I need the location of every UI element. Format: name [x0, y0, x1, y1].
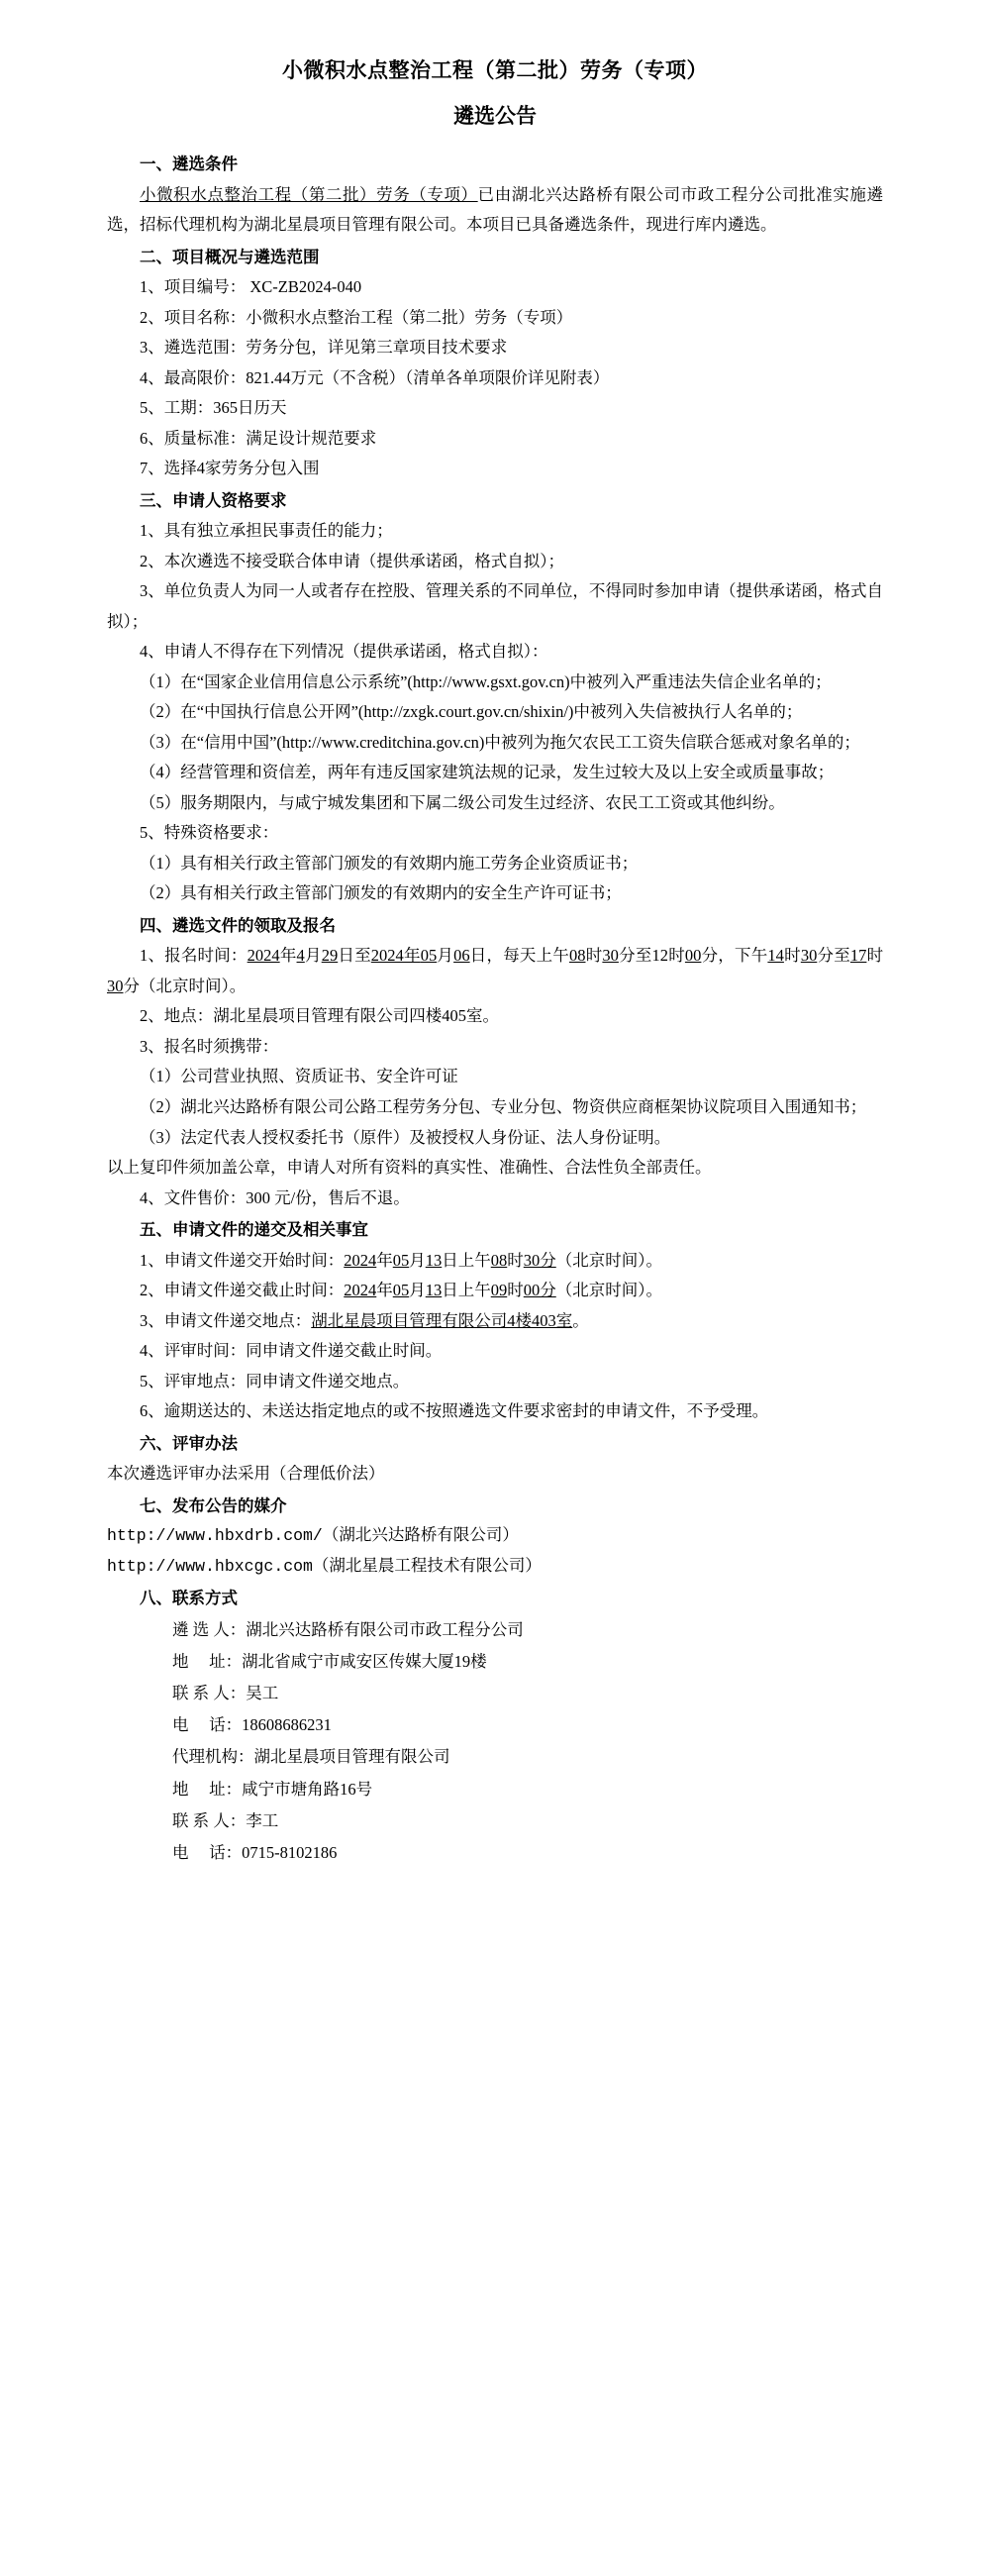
reg-t1: 年 [279, 946, 297, 966]
section-3-item-4: 4、申请人不得存在下列情况（提供承诺函，格式自拟）： [140, 642, 548, 662]
contact-row [107, 1805, 883, 1837]
reg-am-hour: 08 [569, 946, 586, 966]
start-prefix: 1、申请文件递交开始时间： [140, 1250, 345, 1270]
section-5-submission-place [107, 1306, 883, 1337]
section-2-item-2: 2、项目名称：小微积水点整治工程（第二批）劳务（专项） [140, 307, 573, 327]
section-3-sub-item-4: （4）经营管理和资信差，两年有违反国家建筑法规的记录，发生过较大及以上安全或质量事故； [140, 763, 835, 782]
section-5-item-6: 6、逾期送达的、未送达指定地点的或不按照遴选文件要求密封的申请文件，不予受理。 [140, 1401, 769, 1421]
contact-row [107, 1709, 883, 1741]
section-2-heading: 二、项目概况与遴选范围 [140, 247, 320, 266]
reg-pm-end-hour: 17 [849, 946, 867, 966]
place-address: 湖北星晨项目管理有限公司4楼403室 [311, 1310, 573, 1330]
contact-value: 0715-8102186 [242, 1842, 338, 1862]
reg-day: 29 [321, 946, 339, 966]
page-title-line1: 小微积水点整治工程（第二批）劳务（专项） [282, 58, 708, 82]
reg-t6: 日，每天上午 [469, 946, 569, 966]
section-1-heading: 一、遴选条件 [140, 155, 238, 173]
reg-year: 2024 [247, 946, 280, 966]
start-t3: 日上午 [442, 1250, 491, 1270]
reg-t2: 月 [304, 946, 322, 966]
reg-end-year: 2024年 [370, 946, 421, 966]
contact-label: 地 址： [172, 1651, 243, 1671]
end-t3: 日上午 [442, 1281, 491, 1300]
contact-row [107, 1678, 883, 1709]
contact-row [107, 1741, 883, 1773]
contact-value: 湖北星晨项目管理有限公司 [253, 1747, 450, 1767]
end-t1: 年 [376, 1281, 393, 1300]
contact-label: 联 系 人： [172, 1810, 247, 1830]
page-title-line2: 遴选公告 [453, 103, 537, 128]
section-4-note: 以上复印件须加盖公章，申请人对所有资料的真实性、准确性、合法性负全部责任。 [107, 1158, 712, 1178]
media-url-2: http://www.hbxcgc.com（湖北星晨工程技术有限公司） [107, 1556, 542, 1576]
section-2-item-6: 6、质量标准：满足设计规范要求 [140, 428, 377, 448]
start-day: 13 [425, 1250, 443, 1270]
reg-t14: 分（北京时间）。 [123, 976, 247, 995]
section-4-heading: 四、遴选文件的领取及报名 [140, 915, 336, 935]
section-4-item-3: 3、报名时须携带： [140, 1036, 279, 1056]
contact-value: 湖北兴达路桥有限公司市政工程分公司 [246, 1619, 524, 1639]
section-8-heading: 八、联系方式 [140, 1589, 238, 1608]
place-prefix: 3、申请文件递交地点： [140, 1310, 312, 1330]
contact-value: 咸宁市塘角路16号 [242, 1779, 373, 1799]
section-5-item-5: 5、评审地点：同申请文件递交地点。 [140, 1371, 410, 1391]
section-4-registration-time [107, 941, 883, 1001]
contact-row [107, 1614, 883, 1646]
section-5-submission-deadline [107, 1276, 883, 1306]
media-url-1: http://www.hbxdrb.com/（湖北兴达路桥有限公司） [107, 1526, 519, 1546]
section-1-paragraph [107, 180, 883, 241]
project-name-underlined: 小微积水点整治工程（第二批）劳务（专项） [140, 184, 478, 204]
section-3-item-3: 3、单位负责人为同一人或者存在控股、管理关系的不同单位，不得同时参加申请（提供承诺函，格式自拟）； [107, 581, 883, 631]
end-hour: 09 [490, 1281, 508, 1300]
section-2-item-7: 7、选择4家劳务分包入围 [140, 459, 320, 478]
contact-row [107, 1837, 883, 1869]
contact-label: 遴 选 人： [172, 1619, 247, 1639]
end-year: 2024 [344, 1281, 377, 1300]
reg-pm-min: 30 [800, 946, 818, 966]
section-3-sub-item-3: （3）在“信用中国”(http://www.creditchina.gov.cn)中被列为拖欠农民工工资失信联合惩戒对象名单的； [140, 732, 860, 752]
section-3-special-item-1: （1）具有相关行政主管部门颁发的有效期内施工劳务企业资质证书； [140, 853, 639, 873]
section-5-heading: 五、申请文件的递交及相关事宜 [140, 1220, 368, 1240]
section-3-sub-item-2: （2）在“中国执行信息公开网”(http://zxgk.court.gov.cn/shixin/)中被列入失信被执行人名单的； [140, 702, 803, 722]
section-6-heading: 六、评审办法 [140, 1433, 238, 1453]
section-4-item-2: 2、地点：湖北星晨项目管理有限公司四楼405室。 [140, 1006, 499, 1026]
section-4-sub-item-1: （1）公司营业执照、资质证书、安全许可证 [140, 1067, 458, 1086]
section-4-sub-item-3: （3）法定代表人授权委托书（原件）及被授权人身份证、法人身份证明。 [140, 1127, 671, 1147]
end-month: 05 [392, 1281, 410, 1300]
contact-label: 代理机构： [172, 1747, 254, 1767]
contact-label: 联 系 人： [172, 1684, 247, 1703]
section-6-text: 本次遴选评审办法采用（合理低价法） [107, 1464, 385, 1484]
contact-value: 湖北省咸宁市咸安区传媒大厦19楼 [242, 1651, 487, 1671]
reg-t5: 月 [437, 946, 454, 966]
section-3-special-item-2: （2）具有相关行政主管部门颁发的有效期内的安全生产许可证书； [140, 883, 622, 903]
end-day: 13 [425, 1281, 443, 1300]
start-month: 05 [392, 1250, 410, 1270]
reg-t13: 时 [866, 946, 884, 966]
contact-label: 电 话： [172, 1842, 243, 1862]
end-minute: 00分 [523, 1281, 556, 1300]
section-3-heading: 三、申请人资格要求 [140, 490, 287, 510]
start-year: 2024 [344, 1250, 377, 1270]
start-t2: 月 [409, 1250, 426, 1270]
section-4-document-price: 4、文件售价：300 元/份，售后不退。 [140, 1187, 410, 1207]
reg-t9: 时 [668, 946, 685, 966]
contact-label: 电 话： [172, 1715, 243, 1735]
section-5-item-4: 4、评审时间：同申请文件递交截止时间。 [140, 1341, 443, 1361]
contact-row [107, 1646, 883, 1678]
section-2-item-1: 1、项目编号： XC-ZB2024-040 [140, 277, 362, 297]
section-1-rest: 已由湖北兴达路桥有限公司市政工程分公司批准实施遴选，招标代理机构为湖北星晨项目管理有限公司。本项目已具备遴选条件，现进行库内遴选。 [107, 184, 884, 235]
section-5-submission-start [107, 1246, 883, 1277]
reg-am-min: 30 [602, 946, 619, 966]
section-3-special-title: 5、特殊资格要求： [140, 823, 279, 843]
section-3-sub-item-1: （1）在“国家企业信用信息公示系统”(http://www.gsxt.gov.cn)中被列入严重违法失信企业名单的； [140, 671, 832, 691]
end-t5: （北京时间）。 [555, 1281, 662, 1300]
reg-pm-end-min: 30 [107, 976, 124, 995]
contact-value: 18608686231 [242, 1715, 332, 1735]
reg-t8: 分至12 [618, 946, 668, 966]
reg-time-prefix: 1、报名时间： [140, 946, 248, 966]
section-2-item-5: 5、工期：365日历天 [140, 398, 287, 418]
contact-value: 吴工 [246, 1684, 279, 1703]
reg-month: 4 [296, 946, 305, 966]
reg-end-day: 06 [453, 946, 470, 966]
reg-am-end-min: 00 [684, 946, 702, 966]
reg-t10: 分，下午 [701, 946, 768, 966]
section-3-item-1: 1、具有独立承担民事责任的能力； [140, 521, 393, 541]
section-4-sub-item-2: （2）湖北兴达路桥有限公司公路工程劳务分包、专业分包、物资供应商框架协议院项目入围通知书； [140, 1096, 867, 1116]
reg-t3: 日至 [338, 946, 371, 966]
place-suffix: 。 [572, 1310, 589, 1330]
contact-row [107, 1774, 883, 1805]
reg-t7: 时 [585, 946, 603, 966]
start-minute: 30分 [523, 1250, 556, 1270]
end-t4: 时 [507, 1281, 524, 1300]
section-7-heading: 七、发布公告的媒介 [140, 1495, 287, 1515]
end-t2: 月 [409, 1281, 426, 1300]
start-hour: 08 [490, 1250, 508, 1270]
start-t5: （北京时间）。 [555, 1250, 662, 1270]
end-prefix: 2、申请文件递交截止时间： [140, 1281, 345, 1300]
reg-t12: 分至 [817, 946, 850, 966]
section-3-item-2: 2、本次遴选不接受联合体申请（提供承诺函，格式自拟）； [140, 551, 564, 570]
contact-value: 李工 [246, 1810, 279, 1830]
start-t4: 时 [507, 1250, 524, 1270]
reg-end-month: 05 [420, 946, 438, 966]
section-2-item-3: 3、遴选范围：劳务分包，详见第三章项目技术要求 [140, 338, 508, 358]
contact-label: 地 址： [172, 1779, 243, 1799]
reg-pm-hour: 14 [767, 946, 784, 966]
reg-t11: 时 [783, 946, 801, 966]
start-t1: 年 [376, 1250, 393, 1270]
section-2-item-4: 4、最高限价：821.44万元（不含税）（清单各单项限价详见附表） [140, 367, 610, 387]
section-3-sub-item-5: （5）服务期限内，与咸宁城发集团和下属二级公司发生过经济、农民工工资或其他纠纷。 [140, 792, 785, 812]
